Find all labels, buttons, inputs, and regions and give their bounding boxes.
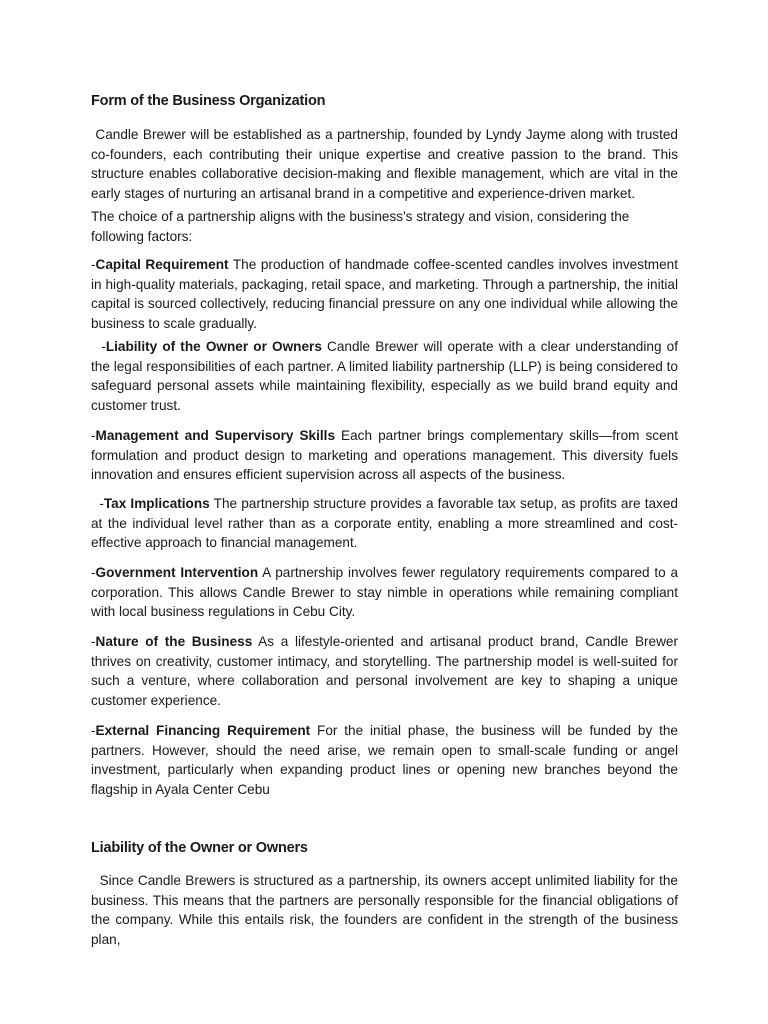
liability-paragraph: Since Candle Brewers is structured as a partnership, its owners accept unlimited liability for the business. This means that the partners are personally responsible for the financial obligations of the company. While this entails risk, the founders are confident in the strength of the business plan, <box>91 873 682 947</box>
factor-prefix: - <box>91 339 106 354</box>
factor-nature-of-business <box>91 632 682 710</box>
factor-text: As a lifestyle-oriented and artisanal product brand, Candle Brewer thrives on creativity, customer intimacy, and storytelling. The partnership model is well-suited for such a venture, where collaboration and personal involvement are key to shaping a unique customer experience. <box>91 634 682 708</box>
factor-text: For the initial phase, the business will be funded by the partners. However, should the need arise, we remain open to small-scale funding or angel investment, particularly when expanding product lines or opening new branches beyond the flagship in Ayala Center Cebu <box>91 723 682 797</box>
factor-liability <box>91 337 682 415</box>
factor-prefix: - <box>91 496 104 511</box>
factor-management-skills <box>91 426 682 485</box>
factor-label: Government Intervention <box>95 565 259 580</box>
factor-external-financing <box>91 721 682 799</box>
factor-text: The partnership structure provides a favorable tax setup, as profits are taxed at the individual level rather than as a corporate entity, enabling a more streamlined and cost-effective approach to financial management. <box>91 496 682 551</box>
factor-label: Tax Implications <box>103 496 210 511</box>
factor-prefix: - <box>91 634 96 649</box>
factor-prefix: - <box>91 428 96 443</box>
factor-prefix: - <box>91 257 96 272</box>
factor-label: Liability of the Owner or Owners <box>105 339 322 354</box>
factor-prefix: - <box>91 565 96 580</box>
factors-intro-paragraph: The choice of a partnership aligns with the business's strategy and vision, considering the following factors: <box>91 209 630 244</box>
factor-text: Each partner brings complementary skills—from scent formulation and product design to marketing and operations management. This diversity fuels innovation and ensures efficient supervision across all aspects of the business. <box>91 428 682 483</box>
factor-text: A partnership involves fewer regulatory requirements compared to a corporation. This allows Candle Brewer to stay nimble in operations while remaining compliant with local business regulations in Cebu City. <box>91 565 682 620</box>
factor-label: External Financing Requirement <box>95 723 311 738</box>
factor-label: Capital Requirement <box>95 257 229 272</box>
factor-text: The production of handmade coffee-scented candles involves investment in high-quality materials, packaging, retail space, and marketing. Through a partnership, the initial capital is sourced collectively, reducing financial pressure on any one individual while allowing the business to scale gradually. <box>91 257 682 331</box>
factor-prefix: - <box>91 723 96 738</box>
intro-paragraph: Candle Brewer will be established as a partnership, founded by Lyndy Jayme along with trusted co-founders, each contributing their unique expertise and creative passion to the brand. This structure enables collaborative decision-making and flexible management, which are vital in the early stages of nurturing an artisanal brand in a competitive and experience-driven market. <box>91 127 682 201</box>
factor-tax-implications <box>91 494 682 553</box>
factor-label: Management and Supervisory Skills <box>95 428 336 443</box>
section-heading-liability: Liability of the Owner or Owners <box>91 840 308 856</box>
factor-text: Candle Brewer will operate with a clear understanding of the legal responsibilities of each partner. A limited liability partnership (LLP) is being considered to safeguard personal assets while maintaining flexibility, especially as we build brand equity and customer trust. <box>91 339 682 413</box>
factor-label: Nature of the Business <box>95 634 253 649</box>
section-heading-form: Form of the Business Organization <box>91 93 326 109</box>
factor-government-intervention <box>91 563 682 622</box>
factor-capital-requirement <box>91 255 682 333</box>
